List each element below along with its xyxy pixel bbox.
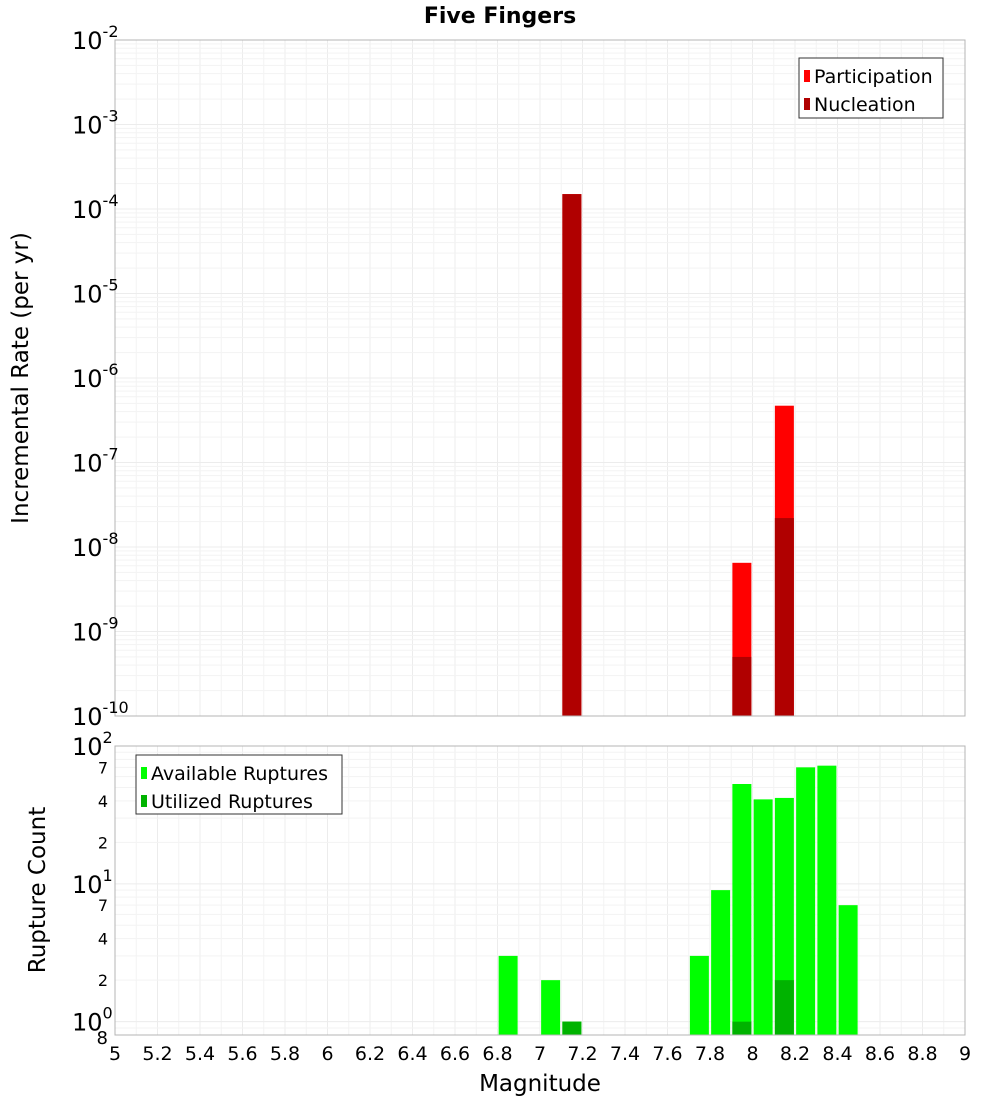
- top-plot-bars: [562, 194, 794, 716]
- x-tick-label: 5.2: [142, 1043, 173, 1065]
- bottom-bar-series-2: [562, 1022, 581, 1035]
- bottom-bar-series-1: [796, 767, 815, 1035]
- bottom-bar-series-2: [775, 980, 794, 1035]
- bottom-bar-series-1: [732, 784, 751, 1035]
- top-y-tick-label: $10^{-3}$: [72, 106, 119, 140]
- bottom-bar-series-1: [839, 905, 858, 1035]
- top-y-tick-label: $10^{-4}$: [72, 191, 119, 224]
- bottom-bar-series-1: [817, 766, 836, 1035]
- x-tick-label: 7.2: [567, 1043, 598, 1065]
- x-tick-label: 5: [108, 1043, 122, 1065]
- bottom-y-tick-label: $10^1$: [72, 865, 113, 899]
- bottom-y-tick-label: $10^2$: [72, 728, 113, 761]
- top-y-tick-label: $10^{-7}$: [72, 444, 119, 478]
- x-tick-label: 7.4: [609, 1043, 641, 1065]
- x-axis: [109, 1043, 971, 1065]
- bottom-y-minor-tick-label: 7: [97, 896, 108, 916]
- top-y-tick-label: $10^{-5}$: [72, 275, 119, 309]
- x-tick-label: 8.2: [779, 1043, 811, 1065]
- x-tick-label: 6.2: [354, 1043, 386, 1065]
- top-y-axis-title: Incremental Rate (per yr): [8, 232, 34, 524]
- x-tick-label: 9: [958, 1043, 972, 1065]
- bottom-legend-label: Available Ruptures: [151, 763, 328, 785]
- x-tick-label: 7.8: [694, 1043, 726, 1065]
- bottom-legend-label: Utilized Ruptures: [151, 791, 313, 813]
- x-tick-label: 5.8: [269, 1043, 301, 1065]
- x-tick-label: 6.6: [439, 1043, 471, 1065]
- x-tick-label: 8: [746, 1043, 759, 1065]
- bottom-legend-swatch: [141, 767, 147, 779]
- x-tick-label: 8.4: [822, 1043, 853, 1065]
- top-y-tick-label: $10^{-10}$: [72, 698, 129, 731]
- top-y-tick-label: $10^{-8}$: [72, 529, 119, 562]
- bottom-legend-swatch: [141, 795, 147, 807]
- chart-title: Five Fingers: [423, 4, 577, 29]
- bottom-bar-series-1: [711, 890, 730, 1035]
- x-tick-label: 5.6: [227, 1043, 258, 1065]
- bottom-y-minor-tick-label: 2: [97, 971, 108, 991]
- bottom-y-axis: [72, 728, 113, 1049]
- bottom-y-minor-tick-label: 2: [97, 833, 108, 853]
- top-plot-grid: [115, 40, 965, 716]
- top-bar-series-2: [732, 657, 751, 716]
- x-tick-label: 6: [321, 1043, 334, 1065]
- top-legend: [799, 58, 943, 118]
- x-tick-label: 8.6: [864, 1043, 896, 1065]
- bottom-bar-series-1: [541, 980, 560, 1035]
- bottom-bar-series-2: [732, 1022, 751, 1035]
- top-y-tick-label: $10^{-9}$: [72, 613, 119, 647]
- top-y-tick-label: $10^{-6}$: [72, 360, 119, 393]
- x-tick-label: 6.4: [397, 1043, 428, 1065]
- bottom-plot-bars: [499, 766, 858, 1035]
- x-tick-label: 8.8: [907, 1043, 938, 1065]
- x-tick-label: 5.4: [184, 1043, 216, 1065]
- bottom-y-minor-tick-label: 7: [97, 758, 108, 778]
- bottom-y-axis-title: Rupture Count: [25, 806, 51, 974]
- top-legend-swatch: [804, 70, 810, 82]
- x-tick-label: 6.8: [482, 1043, 513, 1065]
- top-legend-label: Participation: [814, 66, 933, 88]
- top-y-tick-label: $10^{-2}$: [72, 22, 119, 55]
- top-bar-series-2: [562, 194, 581, 716]
- bottom-legend: [136, 755, 342, 814]
- top-bar-series-2: [775, 518, 794, 716]
- x-tick-label: 7.6: [652, 1043, 683, 1065]
- bottom-y-minor-tick-label: 4: [97, 929, 108, 949]
- bottom-bar-series-1: [690, 956, 709, 1035]
- bottom-y-tick-label: $10^0$: [72, 1003, 113, 1037]
- bottom-y-minor-tick-label: 4: [97, 791, 108, 811]
- top-legend-label: Nucleation: [814, 94, 916, 116]
- bottom-bar-series-1: [499, 956, 518, 1035]
- x-tick-label: 7: [533, 1043, 547, 1065]
- bottom-bar-series-1: [754, 799, 773, 1035]
- top-legend-swatch: [804, 98, 810, 110]
- x-axis-title: Magnitude: [479, 1071, 601, 1097]
- bottom-y-minor-tick-label: 8: [96, 1028, 108, 1049]
